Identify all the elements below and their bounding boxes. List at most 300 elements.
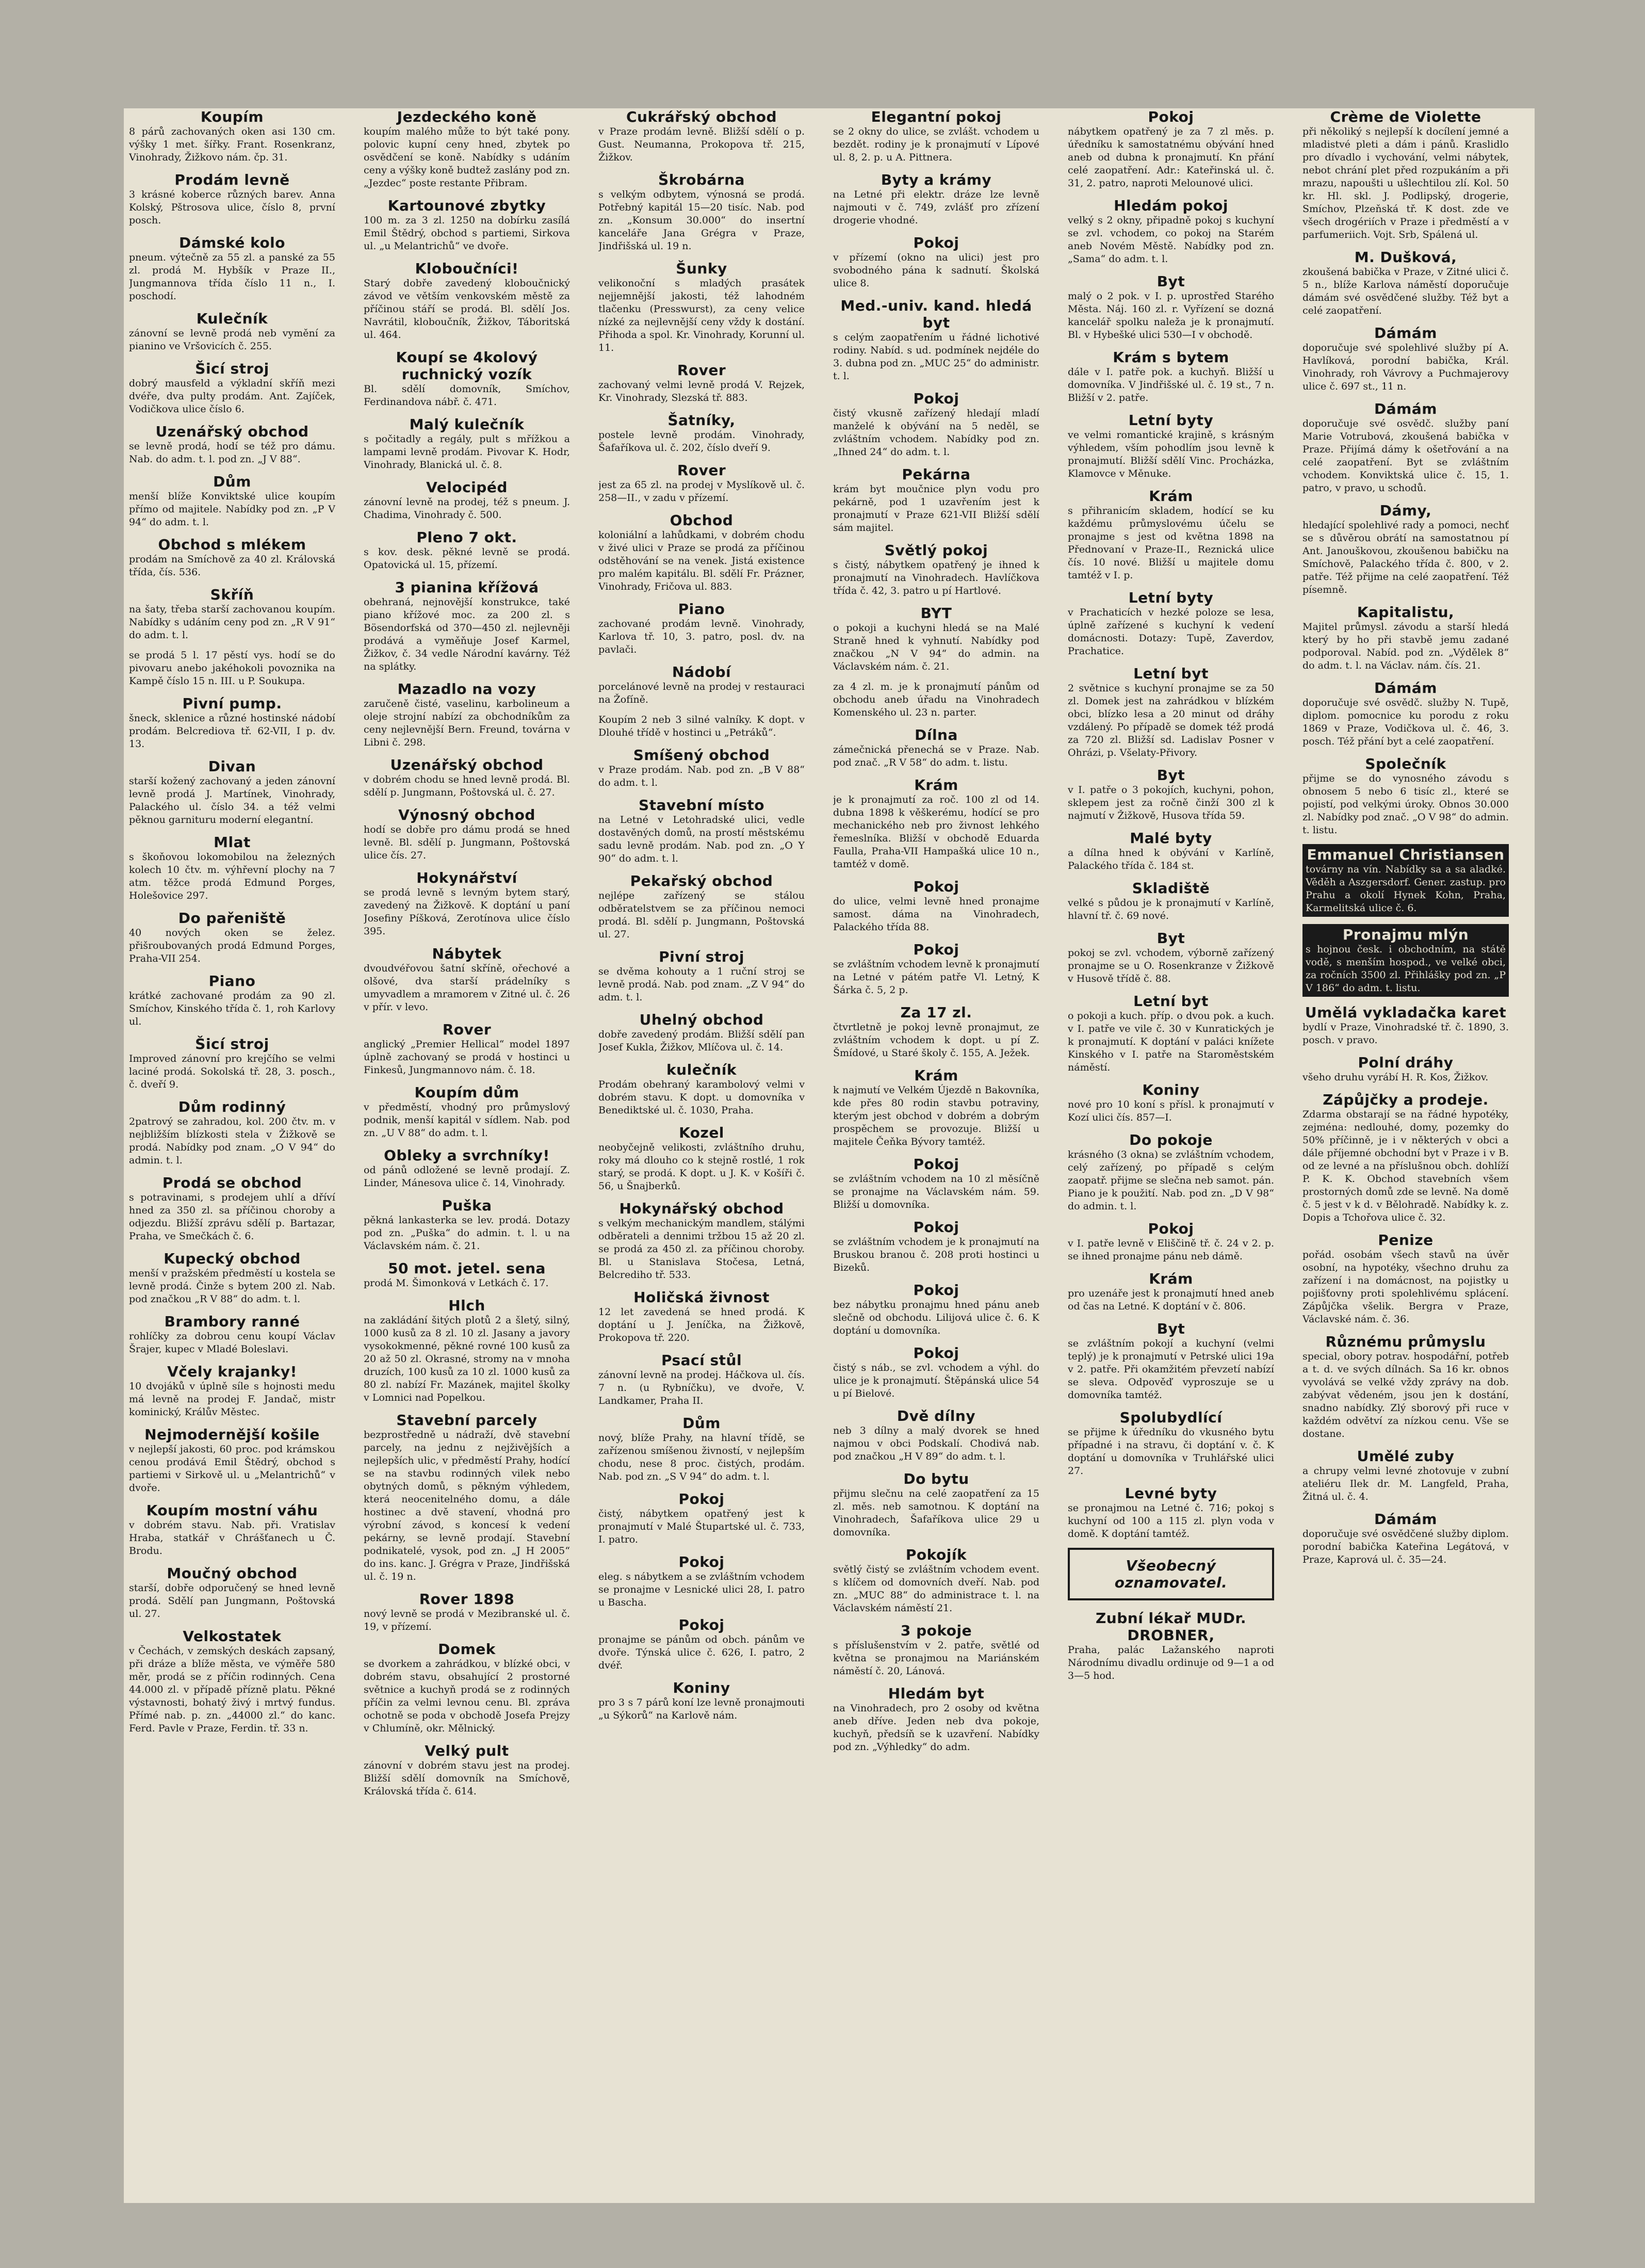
- classified-ad: [364, 197, 570, 253]
- ad-heading: Obleky a svrchníky!: [384, 1147, 550, 1164]
- ad-body: se pronajmou na Letné č. 716; pokoj s kuchyní od 100 a 115 zl. plyn voda v domě. K doptání tamtéž.: [1068, 1502, 1274, 1540]
- ad-body: prodá M. Šimonková v Letkách č. 17.: [364, 1277, 549, 1289]
- ad-body: bezprostředně u nádraží, dvě stavební parcely, na jednu z nejživějších a nejlepších ulic, v předměstí Prahy, hodící se na stavbu rodinných vilek nebo obytných domů, s pěkným výhledem, která neocenitelného domu, a dále hostinec a dvě stavení, vhodná pro výrobní závod, s koncesí k vedení pekárny, se levně prodají. Stavební podnikatelé, vysok, pod zn. „J H 2005“ do ins. kanc. J. Grégra v Praze, Jindřišská ul. č. 19 n.: [364, 1429, 570, 1582]
- classified-ad: [129, 234, 335, 303]
- ad-body: bydlí v Praze, Vinohradské tř. č. 1890, 3. posch. v pravo.: [1302, 1022, 1509, 1046]
- classified-ad: [598, 108, 805, 164]
- classified-ad: [1302, 1054, 1509, 1084]
- column-3: [598, 108, 805, 2193]
- ad-heading: Domek: [438, 1641, 496, 1658]
- ad-body: 100 m. za 3 zl. 1250 na dobírku zasílá Emil Štědrý, obchod s partiemi, Sirkova ul. „u Melantrichů“ ve dvoře.: [364, 215, 570, 252]
- ad-heading: Rover: [677, 362, 726, 379]
- ad-heading: Hokynářský obchod: [619, 1200, 784, 1217]
- ad-heading: Kloboučníci!: [415, 260, 519, 277]
- ad-heading: Uzenářský obchod: [155, 423, 309, 440]
- ad-body: koupím malého může to být také pony. polovic kupní ceny hned, zbytek po osvědčení se koně. Nabídky s udáním ceny a výšky koně budtež zaslány pod zn. „Jezdec“ poste restante Přibram.: [364, 126, 570, 189]
- ad-body: starší, dobře odporučený se hned levně prodá. Sdělí pan Jungmann, Poštovská ul. 27.: [129, 1582, 335, 1619]
- ad-body: pořád. osobám všech stavů na úvěr osobní, na hypotéky, všechno druhu za zařízení i na domácnost, na pojistky u pojišťovny proti spolehlivému splácení. Zápůjčka všelik. Bergra v Praze, Václavské nám. č. 36.: [1302, 1249, 1509, 1325]
- ad-heading: Polní dráhy: [1358, 1054, 1454, 1071]
- ad-body: zánovní levně na prodej, též s pneum. J. Chadima, Vinohrady č. 500.: [364, 496, 570, 521]
- ad-body: s hojnou česk. i obchodním, na státě vodě, s menším hospod., ve velké obci, za ročních 3500 zl. Přihlášky pod zn. „P V 186“ do adm. t. listu.: [1306, 944, 1506, 994]
- ad-body: nábytkem opatřený je za 7 zl měs. p. úředníku k samostatnému obývání hned aneb od dubna k pronajmutí. Kn přání celé zaopatření. Adr.: Kateřinská ul. č. 31, 2. patro, naproti Melounové ulici.: [1068, 126, 1274, 189]
- ad-heading: Zubní lékař MUDr. DROBNER,: [1095, 1610, 1246, 1644]
- ad-heading: Smíšený obchod: [633, 747, 770, 764]
- classified-ad: [598, 601, 805, 656]
- classified-ad: [598, 412, 805, 455]
- classified-ad: [1068, 197, 1274, 266]
- ad-body: Koupím 2 neb 3 silné valníky. K dopt. v Dlouhé třídě v hostinci u „Petráků“.: [598, 714, 805, 738]
- classified-ad: [1068, 349, 1274, 404]
- ad-body: nový levně se prodá v Mezibranské ul. č. 19, v přízemí.: [364, 1608, 570, 1632]
- classified-ad: [598, 714, 805, 739]
- classified-ad: [129, 649, 335, 688]
- classified-ad: [1302, 1511, 1509, 1566]
- ad-body: v Praze prodám. Nab. pod zn. „B V 88“ do adm. t. l.: [598, 764, 805, 788]
- ad-body: koloniální a lahůdkami, v dobrém chodu v živé ulici v Praze se prodá za příčinou odstěhování se na venek. Jistá existence pro malém kapitálu. Bl. sdělí Fr. Prázner, Vinohrady, Fričova ul. 883.: [598, 529, 805, 592]
- ad-heading: Elegantní pokoj: [871, 108, 1002, 125]
- classified-ad: [129, 171, 335, 227]
- ad-body: v I. patře levně v Eliščině tř. č. 24 v 2. p. se ihned pronajme pánu neb dámě.: [1068, 1238, 1274, 1262]
- ad-heading: Letní byt: [1133, 993, 1209, 1010]
- ad-heading: Do bytu: [903, 1470, 969, 1487]
- ad-body: všeho druhu vyrábí H. R. Kos, Žižkov.: [1302, 1072, 1489, 1083]
- ad-heading: Dámám: [1374, 400, 1437, 417]
- classified-ad: [598, 260, 805, 354]
- column-2: [364, 108, 570, 2193]
- classified-ad: [833, 1470, 1039, 1539]
- ad-body: 12 let zavedená se hned prodá. K doptání u J. Jeníčka, na Žižkově, Prokopova tř. 220.: [598, 1306, 805, 1343]
- ad-heading: Krám: [1149, 488, 1193, 505]
- classified-ad: [364, 869, 570, 938]
- ad-body: se zvláštním vchodem na 10 zl měsíčně se pronajme na Václavském nám. 59. Bližší u domovníka.: [833, 1173, 1039, 1210]
- classified-ad: [833, 108, 1039, 164]
- ad-body: Majitel průmysl. závodu a starší hledá který by ho při stavbě jemu zadané podporoval. Nabíd. pod zn. „Výdělek 8“ do adm. t. l. na Václav. nám. čís. 21.: [1302, 621, 1509, 671]
- classified-ad: [598, 797, 805, 865]
- ad-heading: Byt: [1157, 930, 1185, 947]
- ad-body: v dobrém chodu se hned levně prodá. Bl. sdělí p. Jungmann, Poštovská ul. č. 27.: [364, 774, 570, 798]
- ad-heading: Koniny: [673, 1679, 730, 1696]
- ad-heading: Pekárna: [902, 466, 971, 483]
- ad-heading: Nejmodernější košile: [144, 1426, 320, 1443]
- classified-ad: [1302, 1448, 1509, 1503]
- ad-body: se zvláštním pokojí a kuchyní (velmi teplý) je k pronajmutí v Petrské ulici 19a v 2. patře. Při okamžitém převzetí nabízí se sleva. Odpověď vyproszuje se u domovníka tamtéž.: [1068, 1338, 1274, 1401]
- ad-heading: Byt: [1157, 767, 1185, 784]
- classified-ad: [129, 758, 335, 827]
- classified-ad: [1302, 502, 1509, 596]
- ad-body: v nejlepší jakosti, 60 proc. pod krámskou cenou prodává Emil Štědrý, obchod s partiemi v Sirkově ul. u „Melantrichů“ v dvoře.: [129, 1444, 335, 1494]
- classified-ad: [129, 1250, 335, 1306]
- classified-ad: [1302, 108, 1509, 241]
- ad-heading: Včely krajanky!: [167, 1363, 297, 1380]
- ad-heading: Koupí se 4kolový ruchnický vozík: [396, 349, 538, 383]
- ad-heading: Pokoj: [913, 1219, 959, 1236]
- ad-heading: Malé byty: [1130, 830, 1212, 847]
- classified-ad: [598, 1200, 805, 1282]
- ad-heading: Byty a krámy: [881, 171, 992, 188]
- classified-ad: [129, 310, 335, 353]
- classified-ad: [129, 973, 335, 1028]
- ad-heading: Šicí stroj: [195, 1035, 269, 1052]
- ad-body: malý o 2 pok. v I. p. uprostřed Starého Města. Náj. 160 zl. r. Vyřízení se dozná kancelář spolku naleža je k pronajmutí. Bl. v Hybešké ulici 530—I v obchodě.: [1068, 290, 1274, 341]
- classified-ad: [1302, 400, 1509, 495]
- classified-ad: [129, 423, 335, 466]
- classified-ad: [1068, 1485, 1274, 1541]
- classified-ad: [364, 1641, 570, 1735]
- ad-body: velké s půdou je k pronajmutí v Karlíně, hlavní tř. č. 69 nové.: [1068, 897, 1274, 921]
- ad-heading: Psací stůl: [661, 1352, 742, 1369]
- ad-body: s čistý, nábytkem opatřený je ihned k pronajmutí na Vinohradech. Havlíčkova třída č. 42, 3. patro u pí Hartlové.: [833, 559, 1039, 596]
- classified-ad: [364, 416, 570, 472]
- classified-ad: [1068, 1270, 1274, 1313]
- ad-heading: Crème de Violette: [1330, 108, 1481, 125]
- ad-heading: Hledám pokoj: [1114, 197, 1228, 214]
- ad-heading: Byt: [1157, 273, 1185, 290]
- classified-ad: [598, 462, 805, 505]
- classified-ad: [129, 1426, 335, 1495]
- classified-ad: [833, 171, 1039, 227]
- ad-body: obehraná, nejnovější konstrukce, také piano křížové moc. za 200 zl. s Bösendorfská od 370—450 zl. nejlevněji prodává a vyměňuje Josef Karmel, Žižkov, č. 34 vedle Národní kavárny. Též na splátky.: [364, 596, 570, 672]
- ad-heading: Uhelný obchod: [639, 1011, 764, 1028]
- ad-heading: Velkostatek: [183, 1628, 282, 1645]
- ad-body: s potravinami, s prodejem uhlí a dříví hned za 350 zl. sa příčinou choroby a odjezdu. Bližší zprávu sdělí p. Bartazar, Praha, ve Smečkách č. 6.: [129, 1192, 335, 1242]
- ad-body: se dvěma kohouty a 1 ruční stroj se levně prodá. Nab. pod znam. „Z V 94“ do adm. t. l.: [598, 966, 805, 1003]
- ad-body: do ulice, velmi levně hned pronajme samost. dáma na Vinohradech, Palackého třída 88.: [833, 896, 1039, 933]
- ad-heading: Kulečník: [196, 310, 268, 327]
- classified-ad: [364, 756, 570, 799]
- ad-heading: Všeobecný oznamovatel.: [1114, 1557, 1228, 1591]
- classified-ad: [598, 1061, 805, 1117]
- classified-ad: [598, 1616, 805, 1672]
- classified-ad: [598, 362, 805, 404]
- ad-heading: Koniny: [1142, 1081, 1200, 1098]
- classified-ad: [1068, 412, 1274, 480]
- classified-ad: [129, 108, 335, 164]
- ad-heading: Velocipéd: [426, 479, 508, 496]
- classified-ad: [833, 941, 1039, 997]
- ad-body: zachované prodám levně. Vinohrady, Karlova tř. 10, 3. patro, posl. dv. na pavlači.: [598, 618, 805, 655]
- ad-heading: Do pařeniště: [178, 910, 286, 927]
- ad-heading: 50 mot. jetel. sena: [388, 1260, 546, 1277]
- ad-body: přijme se do vynosného závodu s obnosem 5 nebo 6 tisíc zl., které se pojistí, pod velkými úroky. Obnos 30.000 zl. Nabídky pod znač. „O V 98“ do admin. t. listu.: [1302, 773, 1509, 836]
- ad-body: na Letné v Letohradské ulici, vedle dostavěných domů, na prostí městskému sadu levně prodám. Nab. pod zn. „O Y 90“ do adm. t. l.: [598, 814, 805, 864]
- ad-body: přijmu slečnu na celé zaopatření za 15 zl. měs. neb samotnou. K doptání na Vinohradech, Šafaříkova ulice 29 u domovníka.: [833, 1488, 1039, 1538]
- ad-body: doporučuje své spolehlivé služby pí A. Havlíková, porodní babička, Král. Vinohrady, roh Vávrovy a Puchmajerovy ulice č. 697 st., 11 n.: [1302, 342, 1509, 392]
- ad-body: menší v pražském předměstí u kostela se levně prodá. Činže s bytem 200 zl. Nab. pod značkou „R V 88“ do adm. t. l.: [129, 1268, 335, 1305]
- classified-ad: [1068, 1409, 1274, 1478]
- ad-body: Improved zánovní pro krejčího se velmi laciné prodá. Sokolská tř. 28, 3. posch., č. dveří 9.: [129, 1053, 335, 1090]
- classified-ad: [364, 1084, 570, 1140]
- ad-body: na šaty, třeba starší zachovanou koupím. Nabídky s udáním ceny pod zn. „R V 91“ do adm. t. l.: [129, 604, 335, 641]
- ad-heading: Levné byty: [1125, 1485, 1217, 1502]
- ad-body: Praha, palác Lažanského naproti Národnímu divadlu ordinuje od 9—1 a od 3—5 hod.: [1068, 1644, 1274, 1681]
- ad-body: starší kožený zachovaný a jeden zánovní levně prodá J. Martínek, Vinohrady, Palackého ul. číslo 34. a též velmi pěknou garnituru moderní elegantní.: [129, 775, 335, 825]
- classified-ad: [129, 1035, 335, 1091]
- ad-body: porcelánové levně na prodej v restauraci na Žofíně.: [598, 681, 805, 705]
- classified-ad: [129, 586, 335, 642]
- ad-body: ve velmi romantické krajině, s krásným výhledem, vším pohodlím jsou levně k pronajmutí. Bližší sdělí Vinc. Procházka, Klamovce v Měnuke.: [1068, 429, 1274, 479]
- classified-ad: [833, 390, 1039, 459]
- ad-body: prodám na Smíchově za 40 zl. Královská třída, čís. 536.: [129, 554, 335, 578]
- ad-heading: Umělá vykladačka karet: [1305, 1004, 1507, 1021]
- classified-ad: [1302, 325, 1509, 393]
- classified-ad: [364, 1412, 570, 1583]
- ad-body: zánovní v dobrém stavu jest na prodej. Bližší sdělí domovník na Smíchově, Královská třída č. 614.: [364, 1760, 570, 1797]
- ad-heading: Zápůjčky a prodeje.: [1323, 1091, 1489, 1108]
- classified-ad: [1068, 767, 1274, 822]
- ad-body: v Prachaticích v hezké poloze se lesa, úplně zařízené s kuchyní k vedení domácnosti. Dotazy: Tupě, Zaverdov, Prachatice.: [1068, 607, 1274, 657]
- classified-ad: [1068, 1548, 1274, 1600]
- ad-body: pneum. výtečně za 55 zl. a panské za 55 zl. prodá M. Hybšík v Praze II., Jungmannova třída číslo 11 n., I. poschodí.: [129, 252, 335, 302]
- classified-ad: [1068, 1220, 1274, 1263]
- ad-heading: Za 17 zl.: [900, 1004, 972, 1021]
- ad-heading: BYT: [920, 605, 952, 622]
- ad-heading: Společník: [1365, 755, 1446, 772]
- ad-heading: Krám: [914, 776, 958, 793]
- ad-heading: Byt: [1157, 1320, 1185, 1337]
- classified-ad: [364, 681, 570, 749]
- ad-heading: Hokynářství: [416, 869, 517, 886]
- ad-heading: Letní byty: [1128, 589, 1214, 606]
- ad-heading: Holičská živnost: [633, 1289, 770, 1306]
- classified-ad: [1068, 830, 1274, 872]
- ad-body: krám byt moučnice plyn vodu pro pekárně, pod 1 uzavřením jest k pronajmutí v Praze 621-VII Bližší sdělí sám majitel.: [833, 483, 1039, 533]
- classified-ad: [364, 1742, 570, 1798]
- classified-ad: [833, 466, 1039, 534]
- ad-body: dobrý mausfeld a výkladní skříň mezi dvéře, dva pulty prodám. Ant. Zajíček, Vodičkova ulice číslo 6.: [129, 378, 335, 415]
- ad-heading: Pokoj: [1148, 108, 1194, 125]
- ad-body: čistý, nábytkem opatřený jest k pronajmutí v Malé Štupartské ul. č. 733, I. patro.: [598, 1508, 805, 1545]
- ad-heading: Pokoj: [678, 1616, 725, 1633]
- ad-body: v předměstí, vhodný pro průmyslový podnik, menší kapitál v sídlem. Nab. pod zn. „U V 88“ do adm. t. l.: [364, 1101, 570, 1139]
- ad-heading: Skladiště: [1132, 880, 1210, 897]
- classified-ad: [1302, 679, 1509, 748]
- ad-heading: Šicí stroj: [195, 360, 269, 377]
- ad-body: 8 párů zachovaných oken asi 130 cm. výšky 1 met. šířky. Frant. Rosenkranz, Vinohrady, Žižkovo nám. čp. 31.: [129, 126, 335, 163]
- ad-body: se prodá levně s levným bytem starý, zavedený na Žižkově. K doptání u paní Josefiny Píšková, Zerotínova ulice číslo 395.: [364, 887, 570, 937]
- ad-body: pro 3 s 7 párů koní lze levně pronajmouti „u Sýkorů“ na Karlově nám.: [598, 1697, 805, 1721]
- classified-ad: [833, 1282, 1039, 1337]
- classified-ad: [1068, 880, 1274, 922]
- classified-ad: [364, 1197, 570, 1253]
- classified-ad: [598, 1352, 805, 1407]
- ad-heading: Pivní stroj: [659, 948, 744, 965]
- classified-ad: [129, 1502, 335, 1558]
- classified-ad: [1068, 665, 1274, 759]
- ad-body: zaručeně čisté, vaselinu, karbolineum a oleje strojní nabízí za obchodníkům za ceny nejlevnější Bern. Freund, továrna v Libni č. 298.: [364, 698, 570, 748]
- classified-ad: [364, 945, 570, 1014]
- classified-ad: [1068, 1081, 1274, 1124]
- ad-body: na Letné při elektr. dráze lze levně najmouti v č. 749, zvlášť pro zřízení drogerie vhodné.: [833, 189, 1039, 226]
- ad-body: při několiký s nejlepší k docílení jemné a mladistvé pleti a dám i pánů. Kraslidlo pro dívadlo i vychování, velmi nábytek, nebot chrání plet před rozpukáním a při mrazu, napoušti u ušlechtilou zlí. Kol. 50 kr. Hl. skl. J. Podlipský, drogerie, Smíchov, Plzeňská tř. K dost. zde ve všech drogériích v Praze i předměstí a v parfumeriich. Vojt. Srb, Spálená ul.: [1302, 126, 1509, 240]
- ad-heading: Stavební místo: [638, 797, 765, 814]
- ad-body: zánovní levně na prodej. Háčkova ul. čís. 7 n. (u Rybníčku), ve dvoře, V. Landkamer, Praha II.: [598, 1369, 805, 1406]
- ad-body: 3 krásné koberce různých barev. Anna Kolský, Pštrosova ulice, číslo 8, první posch.: [129, 189, 335, 226]
- classified-ad: [1068, 273, 1274, 342]
- classified-ad: [833, 1685, 1039, 1754]
- ad-heading: Dámské kolo: [178, 234, 286, 251]
- ad-body: s počitadly a regály, pult s mřížkou a lampami levně prodám. Pivovar K. Hodr, Vinohrady, Blanická ul. č. 8.: [364, 433, 570, 471]
- classified-ad: [129, 360, 335, 416]
- ad-body: za 4 zl. m. je k pronajmutí pánům od obchodu aneb úřadu na Vinohradech Komenského ul. 23 n. parter.: [833, 681, 1039, 718]
- ad-body: o pokoji a kuchyni hledá se na Malé Straně hned k vyhnutí. Nabídky pod značkou „N V 94“ do admin. na Václavském nám. č. 21.: [833, 622, 1039, 672]
- ad-heading: Dvě dílny: [897, 1407, 976, 1424]
- ad-body: pro uzenáře jest k pronajmutí hned aneb od čas na Letné. K doptání v č. 806.: [1068, 1288, 1274, 1312]
- ad-body: 40 nových oken se želez. přišroubovaných prodá Edmund Porges, Praha-VII 254.: [129, 927, 335, 964]
- classified-ad: [129, 1098, 335, 1167]
- classified-ad: [833, 1344, 1039, 1400]
- classified-ad: [1068, 993, 1274, 1074]
- ad-heading: Emmanuel Christiansen: [1307, 846, 1505, 863]
- classified-ad: [1302, 844, 1509, 917]
- ad-body: v Praze prodám levně. Bližší sdělí o p. Gust. Neumanna, Prokopova tř. 215, Žižkov.: [598, 126, 805, 163]
- ad-body: 2patrový se zahradou, kol. 200 čtv. m. v nejbližším blízkosti stela v Žižkově se prodá. Nabídky pod znam. „O V 94“ do admin. t. l.: [129, 1116, 335, 1166]
- ad-heading: Mazadlo na vozy: [397, 681, 536, 698]
- classified-ad: [598, 747, 805, 789]
- ad-body: 10 dvojáků v úplně síle s hojnosti medu má levně na prodej F. Jandač, mistr kominický, Králův Městec.: [129, 1381, 335, 1418]
- ad-heading: Koupím dům: [414, 1084, 519, 1101]
- classified-ad: [364, 1147, 570, 1190]
- ad-body: pokoj se zvl. vchodem, výborně zařízený pronajme se u O. Rosenkranze v Žižkově v Husově třídě č. 88.: [1068, 947, 1274, 984]
- classified-ad: [598, 1553, 805, 1609]
- ad-heading: Prodá se obchod: [162, 1174, 302, 1191]
- ad-heading: Brambory ranné: [164, 1313, 300, 1330]
- ad-body: rohlíčky za dobrou cenu koupí Václav Šrajer, kupec v Mladé Boleslavi.: [129, 1331, 335, 1355]
- classified-ad: [833, 1004, 1039, 1060]
- ad-body: se zvláštním vchodem je k pronajmutí na Bruskou branou č. 208 proti hostinci u Bizeků.: [833, 1236, 1039, 1273]
- classified-ad: [1302, 1004, 1509, 1047]
- ad-heading: Dům: [213, 473, 251, 490]
- column-1: [129, 108, 335, 2193]
- ad-heading: Letní byty: [1128, 412, 1214, 429]
- classified-ad: [833, 1407, 1039, 1463]
- column-4: [833, 108, 1039, 2193]
- ad-body: s velkým odbytem, výnosná se prodá. Potřebný kapitál 15—20 tisíc. Nab. pod zn. „Konsum 30.000“ do insertní kanceláře Jana Grégra v Praze, Jindřišská ul. 19 n.: [598, 189, 805, 252]
- ad-body: Prodám obehraný karambolový velmi v dobrém stavu. K dopt. u domovníka v Benediktské ul. č. 1030, Praha.: [598, 1079, 805, 1116]
- ad-heading: kulečník: [666, 1061, 737, 1078]
- classified-ad: [129, 1174, 335, 1243]
- classified-ad: [833, 542, 1039, 597]
- classified-ad: [1302, 924, 1509, 997]
- classified-ad: [129, 1313, 335, 1356]
- ad-body: v dobrém stavu. Nab. při. Vratislav Hraba, statkář v Chrášťanech u Č. Brodu.: [129, 1519, 335, 1557]
- classified-ad: [598, 948, 805, 1004]
- classified-ad: [833, 726, 1039, 769]
- ad-heading: Dámám: [1374, 325, 1437, 342]
- ad-body: Zdarma obstarají se na řádné hypotéky, zejména: nedlouhé, domy, pozemky do 50% příčinně, je i v některých v obci a dále příjemné obchodní byt v Praze i v B. od ze levné a na příslušnou obch. dohlíží P. K. K. Obchod stavebních všem prostorných domů zde se levně. Na domě č. 5 jest v k d. v Bělohradě. Nabídky k. z. Dopis a Tchořova ulice č. 32.: [1302, 1109, 1509, 1223]
- ad-body: s škoňovou lokomobilou na železných kolech 10 čtv. m. výhřevní plochy na 7 atm. těžce prodá Edmund Porges, Holešovice 297.: [129, 851, 335, 901]
- classified-ad: [598, 1491, 805, 1546]
- ad-heading: Rover: [442, 1021, 492, 1038]
- classified-ad: [1068, 108, 1274, 190]
- ad-heading: Divan: [208, 758, 256, 775]
- ad-heading: Pokoj: [1148, 1220, 1194, 1237]
- ad-body: zkoušená babička v Praze, v Zitné ulici č. 5 n., blíže Karlova náměstí doporučuje dámám své osvědčené služby. Též byt a celé zaopatření.: [1302, 266, 1509, 316]
- ad-heading: Pokoj: [913, 1282, 959, 1299]
- ad-heading: Šunky: [676, 260, 727, 277]
- ad-heading: Mlat: [214, 834, 251, 851]
- ad-body: v Čechách, v zemských deskách zapsaný, při dráze a blíže města, ve výměře 580 měr, prodá se z příčin rodinných. Cena 44.000 zl. v případě přízně platu. Pěkné výstavnosti, bohatý živý i mrtvý fundus. Přímé nab. p. zn. „44000 zl.“ do kanc. Ferd. Pavle v Praze, Ferdin. tř. 33 n.: [129, 1645, 335, 1734]
- ad-heading: Dům rodinný: [178, 1098, 286, 1115]
- ad-body: hledající spolehlivé rady a pomoci, nechť se s důvěrou obrátí na samostatnou pí Ant. Janouškovou, zkoušenou babičku na Smíchově, Palackého třída č. 800, v 2. patře. Též přijme na celé zaopatření. Též písemně.: [1302, 520, 1509, 595]
- ad-heading: Med.-univ. kand. hledá byt: [840, 297, 1032, 331]
- ad-heading: Moučný obchod: [167, 1565, 298, 1582]
- classified-ad: [833, 1067, 1039, 1148]
- classified-ad: [364, 1260, 570, 1290]
- classified-ad: [598, 171, 805, 253]
- ad-body: s přihranicím skladem, hodící se ku každému průmyslovému účelu se pronajme s jest od května 1898 na Přednovaní v Praze-II., Reznická ulice čís. 10 nové. Bližší u majitele domu tamtéž v I. p.: [1068, 505, 1274, 581]
- ad-body: se přijme k úředníku do vkusného bytu případné i na stravu, či doptání v. č. K doptání u domovníka v Truhlářské ulici 27.: [1068, 1427, 1274, 1477]
- ad-body: o pokoji a kuch. příp. o dvou pok. a kuch. v I. patře ve vile č. 30 v Kunratických je k pronajmutí. K doptání v paláci knížete Kinského v I. patře na Staroměstském náměstí.: [1068, 1010, 1274, 1073]
- ad-body: čtvrtletně je pokoj levně pronajmut, ze zvláštním vchodem k dopt. u pí Z. Šmídové, u Staré školy č. 155, A. Ježek.: [833, 1022, 1039, 1059]
- classified-ad: [833, 297, 1039, 383]
- ad-heading: Uzenářský obchod: [390, 756, 544, 773]
- ad-body: menší blíže Konviktské ulice koupím přímo od majitele. Nabídky pod zn. „P V 94“ do adm. t. l.: [129, 491, 335, 528]
- ad-body: krátké zachované prodám za 90 zl. Smíchov, Kinského třída č. 1, roh Karlovy ul.: [129, 990, 335, 1027]
- classified-ad: [364, 349, 570, 409]
- ad-body: zámečnická přenechá se v Praze. Nab. pod znač. „R V 58“ do adm. t. listu.: [833, 744, 1039, 768]
- ad-heading: Koupím mostní váhu: [146, 1502, 318, 1519]
- ad-body: v I. patře o 3 pokojích, kuchyni, pohon, sklepem jest za ročně činží 300 zl k najmutí v Žižkově, Husova třída 59.: [1068, 784, 1274, 821]
- ad-body: nejlépe zařízený se stálou odběratelstvem se za příčinou nemoci prodá. Bl. sdělí p. Jungmann, Poštovská ul. 27.: [598, 890, 805, 940]
- classified-ad: [129, 834, 335, 902]
- classified-ad: [1068, 589, 1274, 658]
- classified-ad: [364, 579, 570, 673]
- ad-body: zánovní se levně prodá neb vymění za pianino ve Vršovicích č. 255.: [129, 328, 335, 352]
- ad-heading: Pokoj: [913, 390, 959, 407]
- ad-body: a chrupy velmi levné zhotovuje v zubní ateliéru Ilek dr. M. Langfeld, Praha, Žitná ul. č. 4.: [1302, 1465, 1509, 1502]
- ad-body: zachovaný velmi levně prodá V. Rejzek, Kr. Vinohrady, Slezská tř. 883.: [598, 379, 805, 403]
- classified-ad: [129, 910, 335, 965]
- classified-ad: [1302, 249, 1509, 317]
- ad-heading: M. Dušková,: [1354, 249, 1457, 266]
- ad-body: továrny na vín. Nabídky sa a sa aladké. Věděh a Aszgersdorf. Gener. zastup. pro Prahu a okolí Hynek Kohn, Praha, Karmelitská ulice č. 6.: [1306, 864, 1506, 914]
- ad-body: nové pro 10 koní s přísl. k pronajmutí v Kozí ulici čís. 857—I.: [1068, 1099, 1274, 1123]
- ad-heading: Pokoj: [913, 234, 959, 251]
- classified-ad: [598, 1679, 805, 1722]
- ad-heading: Pekařský obchod: [630, 872, 773, 889]
- ad-heading: Pivní pump.: [182, 695, 282, 712]
- ad-body: se levně prodá, hodí se též pro dámu. Nab. do adm. t. l. pod zn. „J V 88“.: [129, 441, 335, 465]
- ad-body: velký s 2 okny, připadně pokoj s kuchyní se zvl. vchodem, co pokoj na Starém aneb Novém Městě. Nabídky pod zn. „Sama“ do adm. t. l.: [1068, 215, 1274, 265]
- ad-heading: Dámám: [1374, 1511, 1437, 1528]
- ad-heading: Hlch: [448, 1297, 485, 1314]
- ad-heading: Dámy,: [1379, 502, 1432, 519]
- ad-heading: Dům: [682, 1415, 721, 1432]
- ad-heading: Pokoj: [678, 1491, 725, 1508]
- ad-body: bez nábytku pronajmu hned pánu aneb slečně od obchodu. Lilijová ulice č. 6. K doptání u domovníka.: [833, 1299, 1039, 1336]
- ad-body: pěkná lankasterka se lev. prodá. Dotazy pod zn. „Puška“ do admin. t. l. u na Václavském nám. č. 21.: [364, 1214, 570, 1252]
- ad-body: od pánů odložené se levně prodají. Z. Linder, Mánesova ulice č. 14, Vinohrady.: [364, 1164, 570, 1189]
- classified-ad: [598, 1124, 805, 1193]
- ad-body: s kov. desk. pěkné levně se prodá. Opatovická ul. 15, přízemí.: [364, 546, 570, 571]
- classified-ad: [598, 1289, 805, 1344]
- classified-ad: [598, 512, 805, 593]
- ad-heading: Cukrářský obchod: [626, 108, 777, 125]
- ad-body: doporučuje své osvědčené služby diplom. porodní babička Kateřina Legátová, v Praze, Kaprová ul. č. 35—24.: [1302, 1528, 1509, 1565]
- ad-heading: Krám: [914, 1067, 958, 1084]
- classified-ad: [833, 681, 1039, 719]
- classified-ad: [833, 234, 1039, 290]
- classified-ad: [1068, 930, 1274, 985]
- ad-heading: Různému průmyslu: [1325, 1333, 1486, 1350]
- classified-ad: [598, 663, 805, 706]
- ad-body: eleg. s nábytkem a se zvláštním vchodem se pronajme v Lesnické ulici 28, I. patro u Bascha.: [598, 1571, 805, 1608]
- ad-body: v přízemí (okno na ulici) jest pro svobodného pána k sadnutí. Školská ulice 8.: [833, 252, 1039, 289]
- ad-body: velikonoční s mladých prasátek nejjemnější jakosti, též lahodném tlačenku (Presswurst), za ceny velice nízké za nejlevnější ceny vždy k dostání. Přihoda a spol. Kr. Vinohrady, Korunní ul. 11.: [598, 278, 805, 353]
- classified-ad: [1302, 1232, 1509, 1326]
- ad-body: s příslušenstvím v 2. patře, světlé od května se pronajmou na Mariánském náměstí č. 20, Lánová.: [833, 1640, 1039, 1677]
- ad-body: special, obory potrav. hospodářní, potřeb a t. d. ve svých dílnách. Sa 16 kr. obnos vyvolává se velké vždy zprávy na dob. zabývat vědeném, jsou jen k dostání, snadno nabídky. Zlý sborový při ruce v každém odvětví za nízkou cenu. Vše se dostane.: [1302, 1351, 1509, 1439]
